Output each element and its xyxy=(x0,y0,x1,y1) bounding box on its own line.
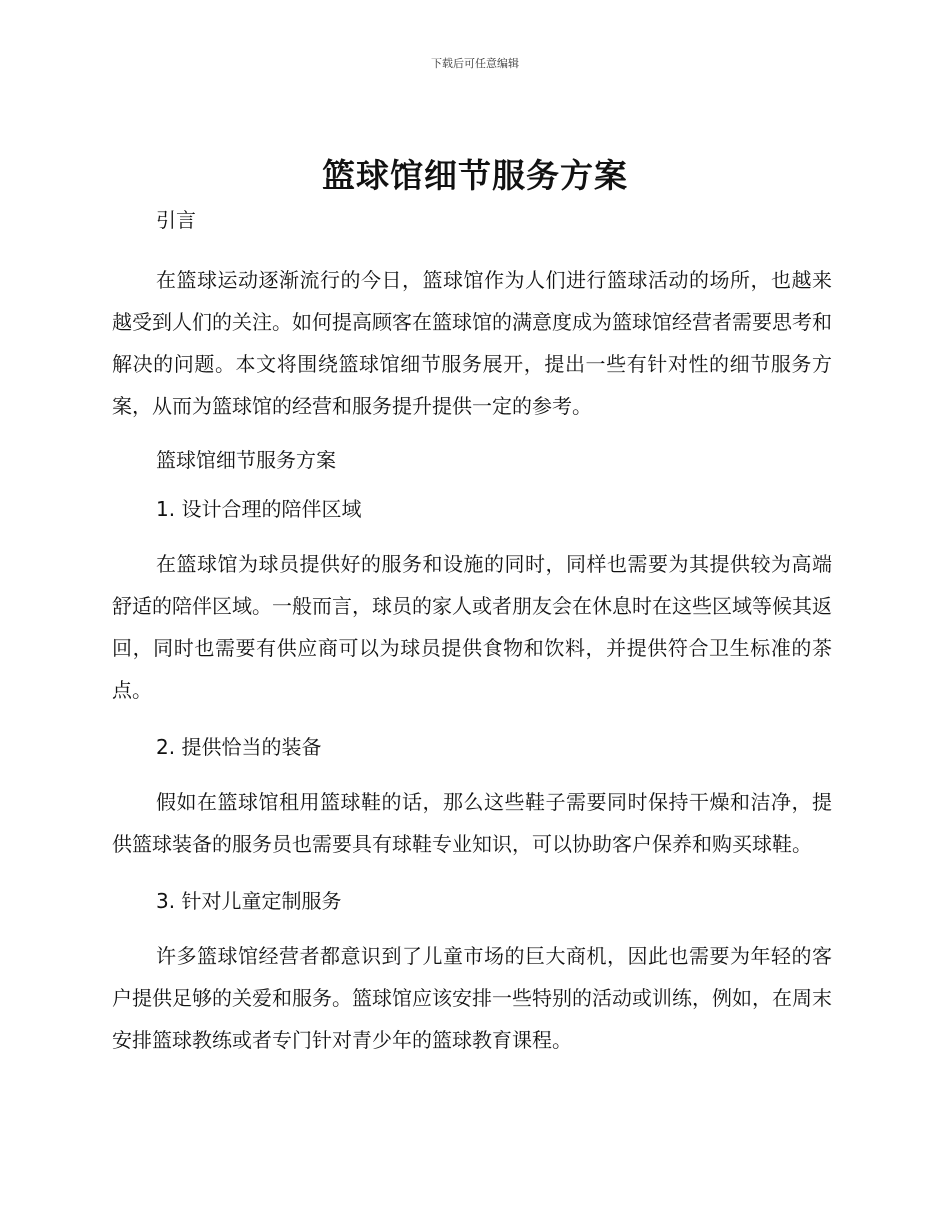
item-1-heading: 1. 设计合理的陪伴区域 xyxy=(156,497,362,521)
intro-paragraph: 在篮球运动逐渐流行的今日，篮球馆作为人们进行篮球活动的场所，也越来越受到人们的关注。如何提高顾客在篮球馆的满意度成为篮球馆经营者需要思考和解决的问题。本文将围绕篮球馆细节服务展开，提出一些有针对性的细节服务方案，从而为篮球馆的经营和服务提升提供一定的参考。 xyxy=(112,268,832,418)
item-1-paragraph: 在篮球馆为球员提供好的服务和设施的同时，同样也需要为其提供较为高端舒适的陪伴区域。一般而言，球员的家人或者朋友会在休息时在这些区域等候其返回，同时也需要有供应商可以为球员提供食物和饮料，并提供符合卫生标准的茶点。 xyxy=(112,552,832,702)
header-note: 下载后可任意编辑 xyxy=(431,57,519,70)
page-title: 篮球馆细节服务方案 xyxy=(322,156,628,195)
item-2-paragraph: 假如在篮球馆租用篮球鞋的话，那么这些鞋子需要同时保持干燥和洁净，提供篮球装备的服务员也需要具有球鞋专业知识，可以协助客户保养和购买球鞋。 xyxy=(112,790,832,856)
item-2-heading: 2. 提供恰当的装备 xyxy=(156,735,322,759)
document-body xyxy=(112,205,832,1061)
item-3-heading: 3. 针对儿童定制服务 xyxy=(156,889,342,913)
intro-heading: 引言 xyxy=(156,208,196,232)
section-heading: 篮球馆细节服务方案 xyxy=(156,448,336,472)
item-3-paragraph: 许多篮球馆经营者都意识到了儿童市场的巨大商机，因此也需要为年轻的客户提供足够的关爱和服务。篮球馆应该安排一些特别的活动或训练，例如，在周末安排篮球教练或者专门针对青少年的篮球教育课程。 xyxy=(112,944,832,1052)
